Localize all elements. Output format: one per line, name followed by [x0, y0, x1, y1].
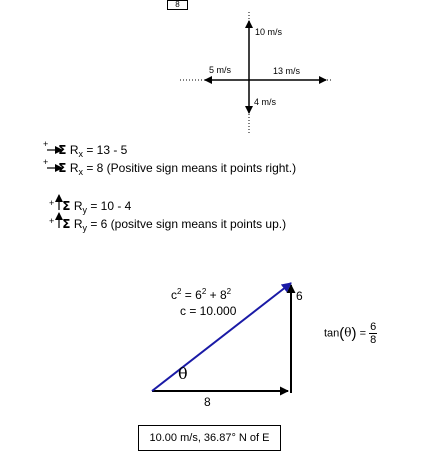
tan-fraction [369, 321, 377, 346]
right-vector-label: 13 m/s [273, 66, 301, 76]
rx-equation-2 [43, 157, 297, 177]
rx-equation-1 [43, 139, 128, 159]
exponent: 2 [226, 287, 232, 296]
pyth-six: = 6 [181, 288, 202, 302]
answer-box [138, 425, 281, 451]
ry-line1-text: = 10 - 4 [86, 199, 132, 213]
r-letter: R [73, 217, 83, 231]
pythagorean-equation [171, 288, 231, 302]
exponent: 2 [201, 287, 207, 296]
subscript-y: y [82, 223, 87, 233]
page-number: 8 [175, 0, 180, 9]
plus-sign: + [49, 216, 55, 226]
ry-equation-2 [49, 217, 286, 231]
up-vector-label: 10 m/s [255, 27, 283, 37]
plus-sign: + [43, 157, 49, 167]
r-letter: R [69, 161, 79, 175]
fraction-denominator: 8 [370, 334, 377, 346]
plus-sign: + [43, 139, 49, 149]
rx-line2-text: = 8 (Positive sign means it points right.) [82, 161, 297, 175]
exponent: 2 [177, 287, 182, 296]
tangent-expression: tan(θ) = $\frac{6}{8}$ [324, 321, 377, 346]
tan-label: tan [324, 327, 340, 340]
tan-theta: θ [344, 325, 352, 340]
left-vector-label: 5 m/s [209, 65, 232, 75]
answer-text: 10.00 m/s, 36.87° N of E [149, 432, 270, 444]
vertical-side-label: 6 [296, 289, 303, 303]
r-letter: R [73, 199, 83, 213]
sigma-symbol: Σ [58, 161, 67, 175]
down-vector-label: 4 m/s [254, 97, 277, 107]
fraction-numerator: 6 [370, 321, 377, 333]
pyth-eight: + 8 [206, 288, 227, 302]
plus-sign: + [49, 198, 55, 208]
rx-line1-text: = 13 - 5 [82, 143, 128, 157]
c-letter: c [171, 288, 177, 302]
r-letter: R [69, 143, 79, 157]
sigma-symbol: Σ [62, 217, 71, 231]
ry-line2-text: = 6 (positve sign means it points up.) [86, 217, 287, 231]
base-side-label: 8 [204, 395, 211, 409]
sigma-symbol: Σ [58, 143, 67, 157]
subscript-x: x [78, 167, 83, 177]
tan-equals: = [356, 327, 370, 340]
ry-equation-1 [49, 199, 131, 213]
subscript-x: x [78, 149, 83, 159]
angle-theta: θ [178, 364, 188, 383]
c-value: c = 10.000 [180, 304, 237, 318]
sigma-symbol: Σ [62, 199, 71, 213]
subscript-y: y [82, 205, 87, 215]
